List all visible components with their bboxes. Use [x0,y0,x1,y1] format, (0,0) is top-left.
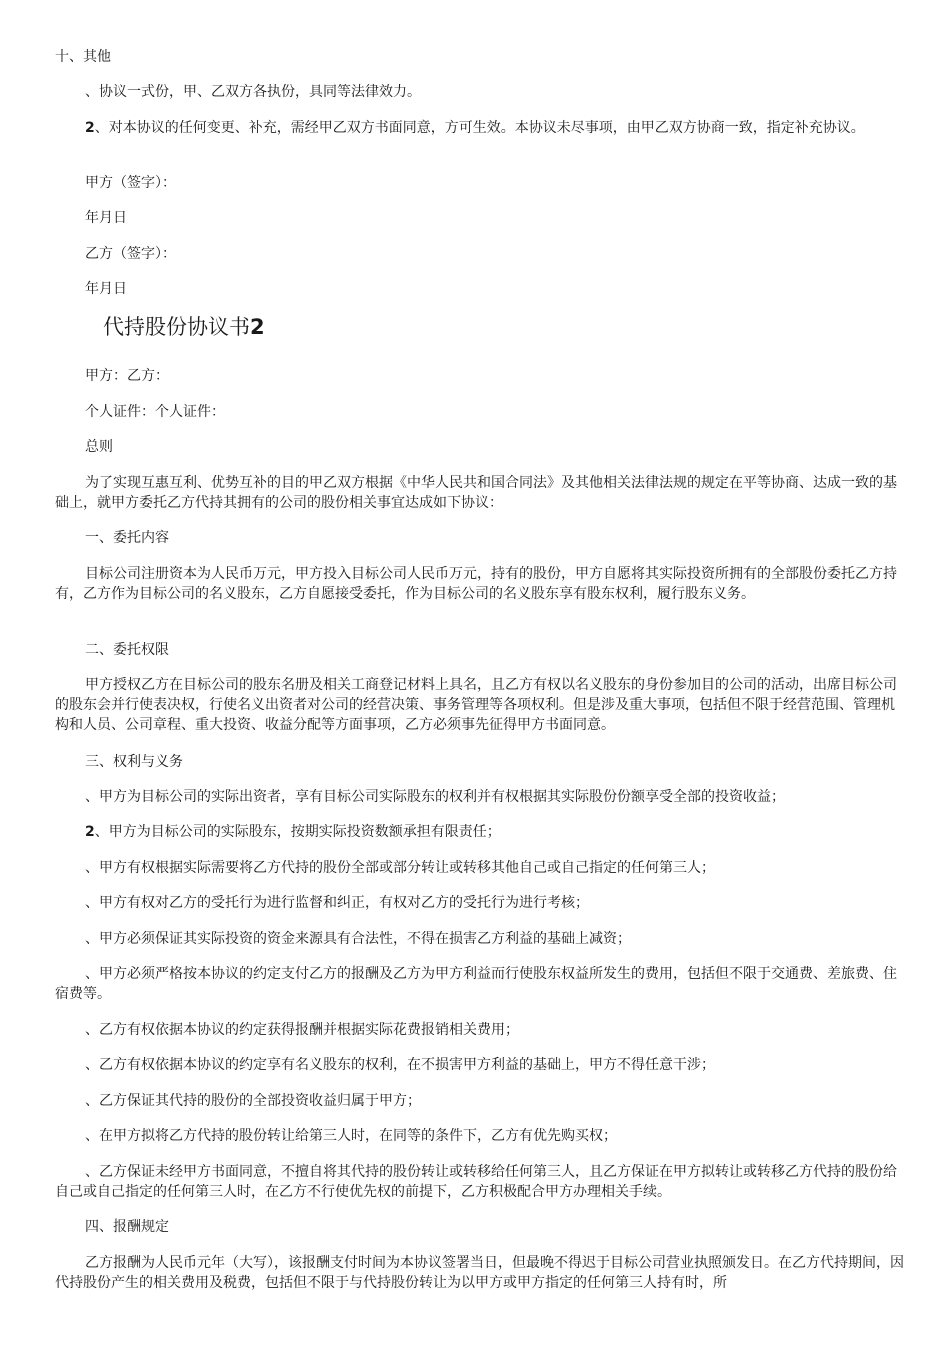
section-4-heading: 四、报酬规定 [85,1219,169,1235]
section-4-paragraph: 乙方报酬为人民币元年（大写），该报酬支付时间为本协议签署当日，但最晚不得迟于目标公司营业执照颁发日。在乙方代持期间，因代持股份产生的相关费用及税费，包括但不限于与代持股份转让为以甲方或甲方指定的任何第三人持有时，所 [55,1255,904,1291]
title-text: 代持股份协议书 [103,315,250,339]
document-title [103,313,265,341]
section-3-heading: 三、权利与义务 [85,754,183,770]
section-3-item-7: 、乙方有权依据本协议的约定获得报酬并根据实际花费报销相关费用； [85,1022,519,1038]
parties-line: 甲方：乙方： [85,368,169,384]
section-3-item-6: 、甲方必须严格按本协议的约定支付乙方的报酬及乙方为甲方利益而行使股东权益所发生的费用，包括但不限于交通费、差旅费、住宿费等。 [55,966,897,1002]
section-2-heading: 二、委托权限 [85,642,169,658]
section-1-paragraph: 目标公司注册资本为人民币万元，甲方投入目标公司人民币万元，持有的股份，甲方自愿将其实际投资所拥有的全部股份委托乙方持有，乙方作为目标公司的名义股东，乙方自愿接受委托，作为目标公司的名义股东享有股东权利，履行股东义务。 [55,566,897,602]
party-b-signature: 乙方（签字）： [85,246,176,262]
section-ten-heading: 十、其他 [55,49,111,65]
item-number: 2 [85,120,95,136]
ids-line: 个人证件：个人证件： [85,404,225,420]
party-a-date: 年月日 [85,210,127,226]
section-ten-item-2 [55,118,907,138]
section-2-paragraph: 甲方授权乙方在目标公司的股东名册及相关工商登记材料上具名，且乙方有权以名义股东的身份参加目的公司的活动，出席目标公司的股东会并行使表决权，行使名义出资者对公司的经营决策、事务管理等各项权利。但是涉及重大事项，包括但不限于经营范围、管理机构和人员、公司章程、重大投资、收益分配等方面事项，乙方必须事先征得甲方书面同意。 [55,677,897,733]
party-b-date: 年月日 [85,281,127,297]
section-3-item-9: 、乙方保证其代持的股份的全部投资收益归属于甲方； [85,1093,421,1109]
section-3-item-8: 、乙方有权依据本协议的约定享有名义股东的权利，在不损害甲方利益的基础上，甲方不得任意干涉； [85,1057,715,1073]
section-3-item-10: 、在甲方拟将乙方代持的股份转让给第三人时，在同等的条件下，乙方有优先购买权； [85,1128,617,1144]
section-3-item-4: 、甲方有权对乙方的受托行为进行监督和纠正，有权对乙方的受托行为进行考核； [85,895,589,911]
section-ten-item-1: 、协议一式份，甲、乙双方各执份，具同等法律效力。 [85,84,421,100]
general-paragraph: 为了实现互惠互利、优势互补的目的甲乙双方根据《中华人民共和国合同法》及其他相关法律法规的规定在平等协商、达成一致的基础上，就甲方委托乙方代持其拥有的公司的股份相关事宜达成如下协议： [55,475,897,511]
item-text: 、甲方为目标公司的实际股东，按期实际投资数额承担有限责任； [94,824,501,840]
section-3-item-1: 、甲方为目标公司的实际出资者，享有目标公司实际股东的权利并有权根据其实际股份份额享受全部的投资收益； [85,789,785,805]
section-3-item-2 [55,822,907,842]
item-text: 、对本协议的任何变更、补充，需经甲乙双方书面同意，方可生效。本协议未尽事项，由甲乙双方协商一致，指定补充协议。 [94,120,865,136]
item-number: 2 [85,824,95,840]
party-a-signature: 甲方（签字）： [85,175,176,191]
general-heading: 总则 [85,439,113,455]
section-1-heading: 一、委托内容 [85,530,169,546]
section-3-item-11: 、乙方保证未经甲方书面同意，不擅自将其代持的股份转让或转移给任何第三人，且乙方保证在甲方拟转让或转移乙方代持的股份给自己或自己指定的任何第三人时，在乙方不行使优先权的前提下，乙方积极配合甲方办理相关手续。 [55,1164,897,1200]
title-number: 2 [250,315,265,339]
section-3-item-5: 、甲方必须保证其实际投资的资金来源具有合法性，不得在损害乙方利益的基础上减资； [85,931,631,947]
section-3-item-3: 、甲方有权根据实际需要将乙方代持的股份全部或部分转让或转移其他自己或自己指定的任何第三人； [85,860,715,876]
